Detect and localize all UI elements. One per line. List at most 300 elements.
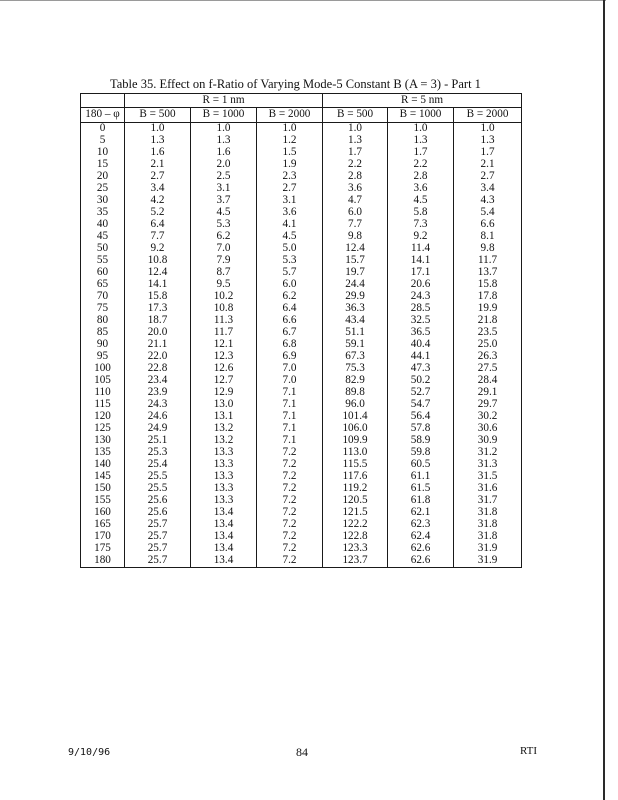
value-cell: 4.5 [388, 195, 454, 207]
value-cell: 62.1 [388, 507, 454, 519]
value-cell: 2.5 [191, 171, 257, 183]
table-row [81, 267, 522, 279]
value-cell: 13.0 [191, 399, 257, 411]
value-cell: 30.9 [454, 435, 522, 447]
value-cell: 25.6 [125, 507, 191, 519]
value-cell: 2.8 [323, 171, 388, 183]
value-cell: 7.2 [257, 459, 323, 471]
value-cell: 56.4 [388, 411, 454, 423]
value-cell: 106.0 [323, 423, 388, 435]
angle-cell: 170 [81, 531, 125, 543]
angle-cell: 155 [81, 495, 125, 507]
value-cell: 12.7 [191, 375, 257, 387]
value-cell: 9.5 [191, 279, 257, 291]
value-cell: 24.3 [388, 291, 454, 303]
table-row [81, 243, 522, 255]
value-cell: 7.2 [257, 495, 323, 507]
value-cell: 5.3 [257, 255, 323, 267]
value-cell: 25.5 [125, 483, 191, 495]
table-body [81, 123, 522, 568]
value-cell: 1.5 [257, 147, 323, 159]
value-cell: 13.2 [191, 435, 257, 447]
value-cell: 8.1 [454, 231, 522, 243]
table-row [81, 495, 522, 507]
column-header-b: B = 1000 [191, 108, 257, 123]
value-cell: 7.2 [257, 471, 323, 483]
value-cell: 109.9 [323, 435, 388, 447]
value-cell: 6.2 [191, 231, 257, 243]
value-cell: 2.8 [388, 171, 454, 183]
value-cell: 36.5 [388, 327, 454, 339]
angle-cell: 90 [81, 339, 125, 351]
value-cell: 25.0 [454, 339, 522, 351]
value-cell: 9.8 [454, 243, 522, 255]
value-cell: 19.7 [323, 267, 388, 279]
value-cell: 51.1 [323, 327, 388, 339]
value-cell: 18.7 [125, 315, 191, 327]
value-cell: 1.0 [323, 123, 388, 136]
angle-cell: 115 [81, 399, 125, 411]
value-cell: 25.5 [125, 471, 191, 483]
value-cell: 6.0 [257, 279, 323, 291]
value-cell: 67.3 [323, 351, 388, 363]
value-cell: 32.5 [388, 315, 454, 327]
value-cell: 1.3 [125, 135, 191, 147]
angle-cell: 105 [81, 375, 125, 387]
angle-cell: 15 [81, 159, 125, 171]
table-row [81, 411, 522, 423]
table-row [81, 423, 522, 435]
value-cell: 25.6 [125, 495, 191, 507]
value-cell: 1.3 [388, 135, 454, 147]
value-cell: 2.0 [191, 159, 257, 171]
angle-cell: 35 [81, 207, 125, 219]
value-cell: 13.3 [191, 447, 257, 459]
column-header-b: B = 2000 [257, 108, 323, 123]
value-cell: 5.8 [388, 207, 454, 219]
value-cell: 96.0 [323, 399, 388, 411]
f-ratio-table [80, 93, 522, 568]
value-cell: 44.1 [388, 351, 454, 363]
value-cell: 36.3 [323, 303, 388, 315]
value-cell: 10.8 [125, 255, 191, 267]
angle-cell: 175 [81, 543, 125, 555]
value-cell: 25.7 [125, 531, 191, 543]
value-cell: 10.8 [191, 303, 257, 315]
value-cell: 17.8 [454, 291, 522, 303]
value-cell: 11.7 [191, 327, 257, 339]
value-cell: 6.6 [454, 219, 522, 231]
value-cell: 7.2 [257, 507, 323, 519]
value-cell: 1.3 [454, 135, 522, 147]
value-cell: 119.2 [323, 483, 388, 495]
value-cell: 5.4 [454, 207, 522, 219]
value-cell: 117.6 [323, 471, 388, 483]
footer-org: RTI [520, 745, 538, 757]
table-row [81, 447, 522, 459]
angle-cell: 85 [81, 327, 125, 339]
value-cell: 3.4 [125, 183, 191, 195]
table-row [81, 279, 522, 291]
value-cell: 3.6 [323, 183, 388, 195]
value-cell: 2.7 [454, 171, 522, 183]
value-cell: 6.8 [257, 339, 323, 351]
value-cell: 61.1 [388, 471, 454, 483]
angle-cell: 160 [81, 507, 125, 519]
angle-cell: 70 [81, 291, 125, 303]
value-cell: 12.9 [191, 387, 257, 399]
angle-cell: 130 [81, 435, 125, 447]
value-cell: 89.8 [323, 387, 388, 399]
value-cell: 7.2 [257, 531, 323, 543]
angle-cell: 165 [81, 519, 125, 531]
value-cell: 22.0 [125, 351, 191, 363]
value-cell: 17.3 [125, 303, 191, 315]
value-cell: 4.1 [257, 219, 323, 231]
value-cell: 52.7 [388, 387, 454, 399]
value-cell: 7.0 [191, 243, 257, 255]
value-cell: 13.4 [191, 531, 257, 543]
table-row [81, 339, 522, 351]
value-cell: 5.0 [257, 243, 323, 255]
value-cell: 61.8 [388, 495, 454, 507]
table-row [81, 303, 522, 315]
page-right-edge [603, 0, 605, 800]
value-cell: 25.4 [125, 459, 191, 471]
value-cell: 25.7 [125, 543, 191, 555]
value-cell: 31.5 [454, 471, 522, 483]
table-row [81, 543, 522, 555]
table-row [81, 291, 522, 303]
value-cell: 4.3 [454, 195, 522, 207]
angle-cell: 125 [81, 423, 125, 435]
value-cell: 4.5 [257, 231, 323, 243]
value-cell: 75.3 [323, 363, 388, 375]
value-cell: 6.6 [257, 315, 323, 327]
value-cell: 6.2 [257, 291, 323, 303]
value-cell: 13.3 [191, 459, 257, 471]
value-cell: 24.4 [323, 279, 388, 291]
value-cell: 26.3 [454, 351, 522, 363]
value-cell: 3.1 [191, 183, 257, 195]
value-cell: 25.7 [125, 519, 191, 531]
group-header-r5: R = 5 nm [323, 94, 522, 108]
value-cell: 13.7 [454, 267, 522, 279]
value-cell: 31.6 [454, 483, 522, 495]
angle-cell: 40 [81, 219, 125, 231]
column-header-row [81, 108, 522, 123]
value-cell: 1.0 [257, 123, 323, 136]
value-cell: 7.1 [257, 411, 323, 423]
value-cell: 50.2 [388, 375, 454, 387]
value-cell: 7.2 [257, 483, 323, 495]
angle-cell: 50 [81, 243, 125, 255]
angle-cell: 55 [81, 255, 125, 267]
value-cell: 120.5 [323, 495, 388, 507]
table-row [81, 399, 522, 411]
value-cell: 2.7 [257, 183, 323, 195]
table-row [81, 351, 522, 363]
value-cell: 24.3 [125, 399, 191, 411]
value-cell: 7.1 [257, 423, 323, 435]
value-cell: 13.1 [191, 411, 257, 423]
value-cell: 5.7 [257, 267, 323, 279]
value-cell: 5.3 [191, 219, 257, 231]
value-cell: 12.6 [191, 363, 257, 375]
value-cell: 25.7 [125, 555, 191, 568]
value-cell: 62.6 [388, 543, 454, 555]
angle-cell: 120 [81, 411, 125, 423]
value-cell: 62.3 [388, 519, 454, 531]
value-cell: 23.9 [125, 387, 191, 399]
table-row [81, 147, 522, 159]
table-row [81, 519, 522, 531]
value-cell: 4.2 [125, 195, 191, 207]
table-row [81, 531, 522, 543]
value-cell: 28.5 [388, 303, 454, 315]
value-cell: 2.7 [125, 171, 191, 183]
value-cell: 10.2 [191, 291, 257, 303]
table-row [81, 195, 522, 207]
value-cell: 23.4 [125, 375, 191, 387]
value-cell: 4.5 [191, 207, 257, 219]
value-cell: 47.3 [388, 363, 454, 375]
value-cell: 58.9 [388, 435, 454, 447]
value-cell: 7.1 [257, 387, 323, 399]
value-cell: 57.8 [388, 423, 454, 435]
table-row [81, 483, 522, 495]
value-cell: 31.9 [454, 555, 522, 568]
value-cell: 1.0 [125, 123, 191, 136]
value-cell: 15.8 [454, 279, 522, 291]
value-cell: 2.1 [125, 159, 191, 171]
table-row [81, 555, 522, 568]
angle-cell: 20 [81, 171, 125, 183]
value-cell: 3.4 [454, 183, 522, 195]
value-cell: 123.7 [323, 555, 388, 568]
value-cell: 1.9 [257, 159, 323, 171]
table-row [81, 315, 522, 327]
value-cell: 2.1 [454, 159, 522, 171]
value-cell: 7.3 [388, 219, 454, 231]
value-cell: 62.4 [388, 531, 454, 543]
value-cell: 122.8 [323, 531, 388, 543]
value-cell: 31.3 [454, 459, 522, 471]
value-cell: 2.2 [323, 159, 388, 171]
column-header-angle: 180 – φ [81, 108, 125, 123]
value-cell: 1.0 [191, 123, 257, 136]
value-cell: 12.4 [125, 267, 191, 279]
value-cell: 1.6 [191, 147, 257, 159]
table-row [81, 435, 522, 447]
value-cell: 9.2 [125, 243, 191, 255]
value-cell: 8.7 [191, 267, 257, 279]
value-cell: 2.2 [388, 159, 454, 171]
value-cell: 23.5 [454, 327, 522, 339]
angle-cell: 45 [81, 231, 125, 243]
value-cell: 115.5 [323, 459, 388, 471]
value-cell: 17.1 [388, 267, 454, 279]
value-cell: 31.8 [454, 531, 522, 543]
angle-cell: 25 [81, 183, 125, 195]
value-cell: 122.2 [323, 519, 388, 531]
value-cell: 7.0 [257, 363, 323, 375]
footer-date: 9/10/96 [68, 747, 111, 758]
value-cell: 59.1 [323, 339, 388, 351]
value-cell: 9.2 [388, 231, 454, 243]
value-cell: 12.3 [191, 351, 257, 363]
value-cell: 7.2 [257, 543, 323, 555]
value-cell: 4.7 [323, 195, 388, 207]
value-cell: 1.7 [388, 147, 454, 159]
table-row [81, 375, 522, 387]
angle-cell: 135 [81, 447, 125, 459]
corner-cell [81, 94, 125, 108]
value-cell: 7.0 [257, 375, 323, 387]
table-row [81, 135, 522, 147]
value-cell: 12.4 [323, 243, 388, 255]
table-row [81, 123, 522, 136]
value-cell: 11.7 [454, 255, 522, 267]
angle-cell: 95 [81, 351, 125, 363]
column-header-b: B = 2000 [454, 108, 522, 123]
value-cell: 19.9 [454, 303, 522, 315]
value-cell: 6.4 [257, 303, 323, 315]
table-row [81, 159, 522, 171]
value-cell: 2.3 [257, 171, 323, 183]
angle-cell: 180 [81, 555, 125, 568]
value-cell: 22.8 [125, 363, 191, 375]
value-cell: 7.7 [323, 219, 388, 231]
table-row [81, 507, 522, 519]
value-cell: 21.8 [454, 315, 522, 327]
value-cell: 121.5 [323, 507, 388, 519]
value-cell: 9.8 [323, 231, 388, 243]
angle-cell: 5 [81, 135, 125, 147]
table-row [81, 183, 522, 195]
table-row [81, 471, 522, 483]
column-header-b: B = 1000 [388, 108, 454, 123]
angle-cell: 145 [81, 471, 125, 483]
value-cell: 7.2 [257, 447, 323, 459]
value-cell: 6.0 [323, 207, 388, 219]
value-cell: 31.2 [454, 447, 522, 459]
table-row [81, 231, 522, 243]
footer-page-number: 84 [296, 745, 308, 759]
angle-cell: 60 [81, 267, 125, 279]
value-cell: 7.1 [257, 399, 323, 411]
table-row [81, 219, 522, 231]
value-cell: 61.5 [388, 483, 454, 495]
value-cell: 21.1 [125, 339, 191, 351]
value-cell: 7.1 [257, 435, 323, 447]
value-cell: 30.2 [454, 411, 522, 423]
value-cell: 1.7 [323, 147, 388, 159]
value-cell: 113.0 [323, 447, 388, 459]
value-cell: 30.6 [454, 423, 522, 435]
value-cell: 25.3 [125, 447, 191, 459]
value-cell: 12.1 [191, 339, 257, 351]
value-cell: 3.7 [191, 195, 257, 207]
angle-cell: 80 [81, 315, 125, 327]
value-cell: 28.4 [454, 375, 522, 387]
value-cell: 60.5 [388, 459, 454, 471]
angle-cell: 110 [81, 387, 125, 399]
angle-cell: 10 [81, 147, 125, 159]
value-cell: 13.4 [191, 519, 257, 531]
value-cell: 7.9 [191, 255, 257, 267]
angle-cell: 140 [81, 459, 125, 471]
value-cell: 20.6 [388, 279, 454, 291]
page-top-rule [0, 0, 606, 1]
angle-cell: 65 [81, 279, 125, 291]
table-row [81, 171, 522, 183]
value-cell: 11.4 [388, 243, 454, 255]
angle-cell: 100 [81, 363, 125, 375]
value-cell: 13.3 [191, 471, 257, 483]
column-header-b: B = 500 [323, 108, 388, 123]
table-row [81, 459, 522, 471]
value-cell: 1.0 [454, 123, 522, 136]
column-header-b: B = 500 [125, 108, 191, 123]
value-cell: 5.2 [125, 207, 191, 219]
value-cell: 31.9 [454, 543, 522, 555]
value-cell: 7.2 [257, 519, 323, 531]
value-cell: 13.4 [191, 543, 257, 555]
value-cell: 13.3 [191, 495, 257, 507]
value-cell: 15.7 [323, 255, 388, 267]
value-cell: 101.4 [323, 411, 388, 423]
value-cell: 59.8 [388, 447, 454, 459]
value-cell: 31.8 [454, 507, 522, 519]
value-cell: 40.4 [388, 339, 454, 351]
value-cell: 29.1 [454, 387, 522, 399]
value-cell: 43.4 [323, 315, 388, 327]
value-cell: 6.9 [257, 351, 323, 363]
value-cell: 20.0 [125, 327, 191, 339]
value-cell: 1.2 [257, 135, 323, 147]
value-cell: 24.6 [125, 411, 191, 423]
value-cell: 7.7 [125, 231, 191, 243]
table-row [81, 255, 522, 267]
value-cell: 24.9 [125, 423, 191, 435]
angle-cell: 150 [81, 483, 125, 495]
value-cell: 29.9 [323, 291, 388, 303]
value-cell: 1.3 [323, 135, 388, 147]
value-cell: 6.4 [125, 219, 191, 231]
value-cell: 31.7 [454, 495, 522, 507]
table-row [81, 387, 522, 399]
group-header-row [81, 94, 522, 108]
table-title: Table 35. Effect on f-Ratio of Varying Mode-5 Constant B (A = 3) - Part 1 [110, 77, 481, 91]
table-row [81, 207, 522, 219]
value-cell: 13.3 [191, 483, 257, 495]
value-cell: 82.9 [323, 375, 388, 387]
value-cell: 11.3 [191, 315, 257, 327]
value-cell: 15.8 [125, 291, 191, 303]
value-cell: 62.6 [388, 555, 454, 568]
value-cell: 6.7 [257, 327, 323, 339]
angle-cell: 30 [81, 195, 125, 207]
angle-cell: 0 [81, 123, 125, 136]
value-cell: 1.3 [191, 135, 257, 147]
value-cell: 31.8 [454, 519, 522, 531]
value-cell: 7.2 [257, 555, 323, 568]
table-row [81, 363, 522, 375]
value-cell: 25.1 [125, 435, 191, 447]
group-header-r1: R = 1 nm [125, 94, 323, 108]
angle-cell: 75 [81, 303, 125, 315]
